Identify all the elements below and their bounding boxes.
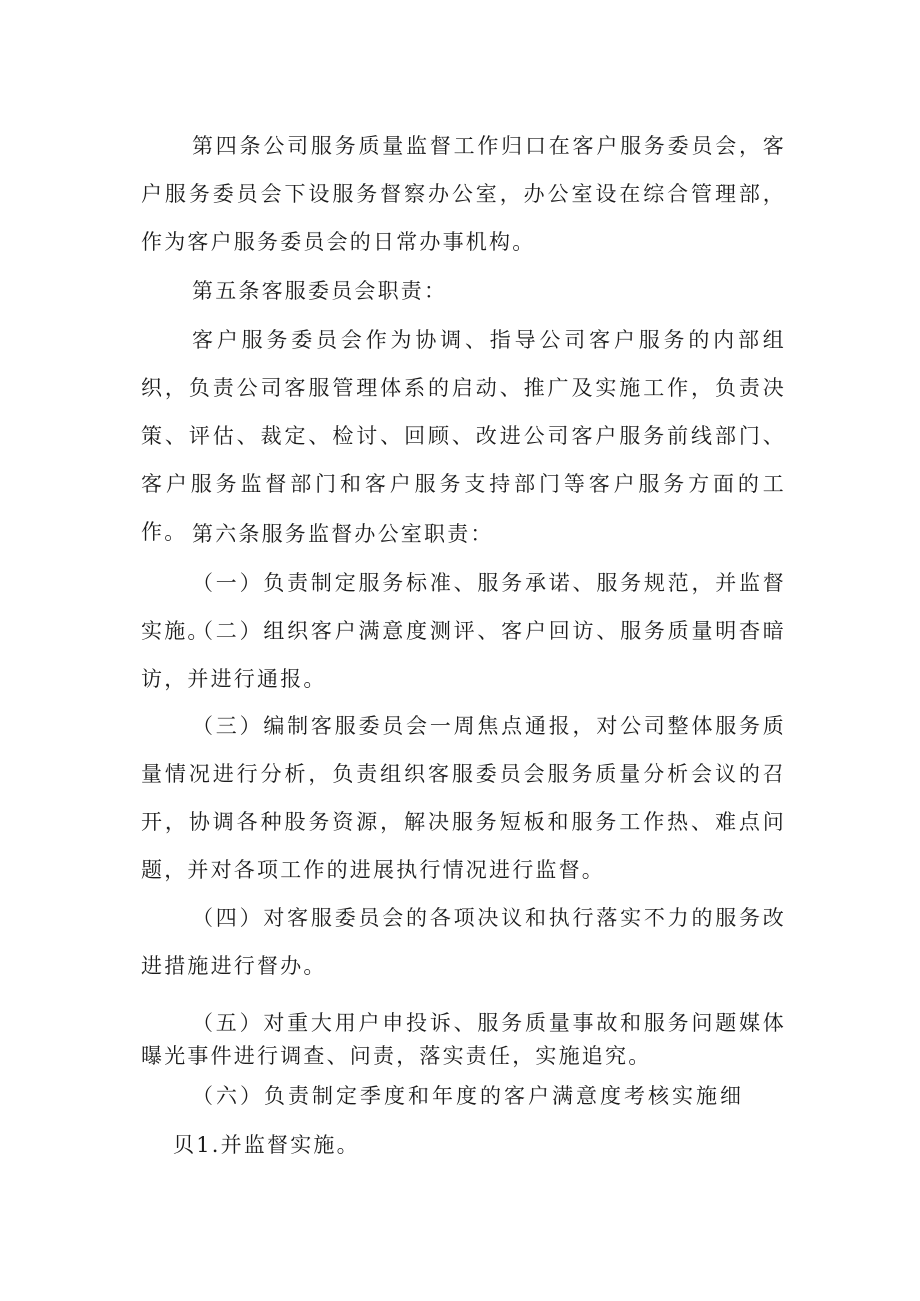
duty-item-6: （六）负责制定季度和年度的客户满意度考核实施细	[192, 1084, 744, 1108]
duty-item-6-continuation: 贝1.并监督实施。	[173, 1133, 360, 1157]
duty-item-1: （一）负责制定服务标准、服务承诺、服务规范，并监督实施。	[141, 571, 786, 643]
article-6-heading: 第六条服务监督办公室职责：	[192, 522, 494, 546]
article-5-body: 客户服务委员会作为协调、指导公司客户服务的内部组织，负责公司客服管理体系的启动、推广及实施工作，负责决策、评估、裁定、检讨、回顾、改进公司客户服务前线部门、客户服务监督部门和客户服务支持部门等客户服务方面的工作。	[141, 328, 786, 544]
duty-item-3: （三）编制客服委员会一周焦点通报，对公司整体服务质量情况进行分析，负责组织客服委员会服务质量分析会议的召开，协调各种股务资源，解决服务短板和服务工作热、难点问题，并对各项工作的进展执行情况进行监督。	[141, 714, 786, 882]
article-4-paragraph: 第四条公司服务质量监督工作归口在客户服务委员会，客户服务委员会下设服务督察办公室，办公室设在综合管理部，作为客户服务委员会的日常办事机构。	[141, 134, 786, 254]
article-5-heading: 第五条客服委员会职责：	[192, 279, 448, 303]
duty-item-4: （四）对客服委员会的各项决议和执行落实不力的服务改进措施进行督办。	[141, 906, 786, 978]
duty-item-2: （二）组织客户满意度测评、客户回访、服务质量明杳暗访，并进行通报。	[141, 619, 786, 691]
duty-item-5: （五）对重大用户申投诉、服务质量事故和服务问题媒体曝光事件进行调查、问责，落实责任，实施追究。	[141, 1011, 786, 1068]
